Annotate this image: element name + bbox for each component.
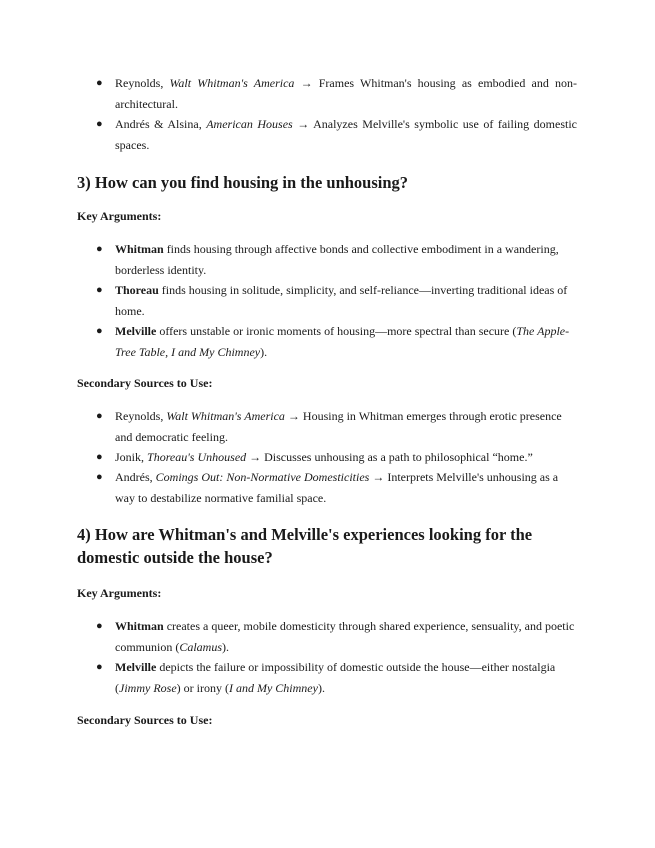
- author-name: Thoreau: [115, 283, 159, 297]
- list-item: [96, 447, 577, 468]
- section-heading: 4) How are Whitman's and Melville's experiences looking for the domestic outside the house?: [77, 525, 533, 567]
- source-author: Reynolds,: [115, 409, 167, 423]
- argument-end: ).: [317, 680, 325, 695]
- list-item: [96, 321, 577, 362]
- source-title: Walt Whitman's America: [166, 409, 285, 423]
- author-name: Whitman: [115, 619, 164, 633]
- source-note: → Discusses unhousing as a path to philosophical “home.”: [246, 450, 533, 464]
- bullet-icon: ●: [96, 284, 103, 296]
- list-item: [96, 616, 577, 657]
- source-author: Andrés & Alsina,: [115, 117, 207, 131]
- bullet-icon: ●: [96, 325, 103, 337]
- argument-end: ).: [222, 639, 230, 654]
- source-title: American Houses: [206, 117, 293, 131]
- source-author: Andrés,: [115, 470, 156, 484]
- bullet-icon: ●: [96, 620, 103, 632]
- work-title: Jimmy Rose: [119, 680, 177, 695]
- bullet-icon: ●: [96, 118, 103, 130]
- list-item: [96, 239, 577, 280]
- work-title: The Apple-Tree Table, I and My Chimney: [115, 324, 570, 359]
- list-item: [96, 280, 577, 321]
- work-title: Calamus: [179, 639, 223, 654]
- source-note: → Frames Whitman's housing as embodied and non-architectural.: [115, 76, 577, 111]
- bullet-icon: ●: [96, 451, 103, 463]
- author-name: Melville: [115, 324, 157, 338]
- argument-mid: ) or irony (: [176, 680, 229, 695]
- list-item: [96, 73, 577, 114]
- argument-text: finds housing through affective bonds and collective embodiment in a wandering, borderless identity.: [115, 242, 559, 277]
- key-arguments-label: Key Arguments:: [77, 209, 162, 223]
- source-author: Jonik,: [115, 450, 148, 464]
- source-note: → Analyzes Melville's symbolic use of failing domestic spaces.: [115, 117, 577, 152]
- argument-text: creates a queer, mobile domesticity through shared experience, sensuality, and poetic communion (: [115, 619, 575, 654]
- bullet-icon: ●: [96, 661, 103, 673]
- key-arguments-label: Key Arguments:: [77, 586, 162, 600]
- argument-text: offers unstable or ironic moments of housing—more spectral than secure (: [156, 324, 517, 338]
- list-item: [96, 406, 577, 447]
- source-title: Walt Whitman's America: [169, 76, 295, 90]
- argument-end: ).: [260, 344, 268, 359]
- secondary-sources-label: Secondary Sources to Use:: [77, 376, 213, 390]
- secondary-sources-label: Secondary Sources to Use:: [77, 713, 213, 727]
- source-title: Comings Out: Non-Normative Domesticities: [155, 470, 370, 484]
- list-item: [96, 467, 577, 508]
- source-author: Reynolds,: [115, 76, 170, 90]
- source-note: → Interprets Melville's unhousing as a way to destabilize normative familial space.: [115, 470, 559, 505]
- author-name: Whitman: [115, 242, 164, 256]
- section-heading: 3) How can you find housing in the unhousing?: [77, 173, 409, 192]
- bullet-icon: ●: [96, 77, 103, 89]
- work-title: I and My Chimney: [228, 680, 318, 695]
- bullet-icon: ●: [96, 471, 103, 483]
- argument-text: depicts the failure or impossibility of domestic outside the house—either nostalgia (: [115, 660, 556, 695]
- argument-text: finds housing in solitude, simplicity, and self-reliance—inverting traditional ideas of home.: [115, 283, 568, 318]
- source-note: → Housing in Whitman emerges through erotic presence and democratic feeling.: [115, 409, 562, 444]
- list-item: [96, 657, 577, 698]
- source-title: Thoreau's Unhoused: [147, 450, 247, 464]
- bullet-icon: ●: [96, 410, 103, 422]
- list-item: [96, 114, 577, 155]
- bullet-icon: ●: [96, 243, 103, 255]
- author-name: Melville: [115, 660, 157, 674]
